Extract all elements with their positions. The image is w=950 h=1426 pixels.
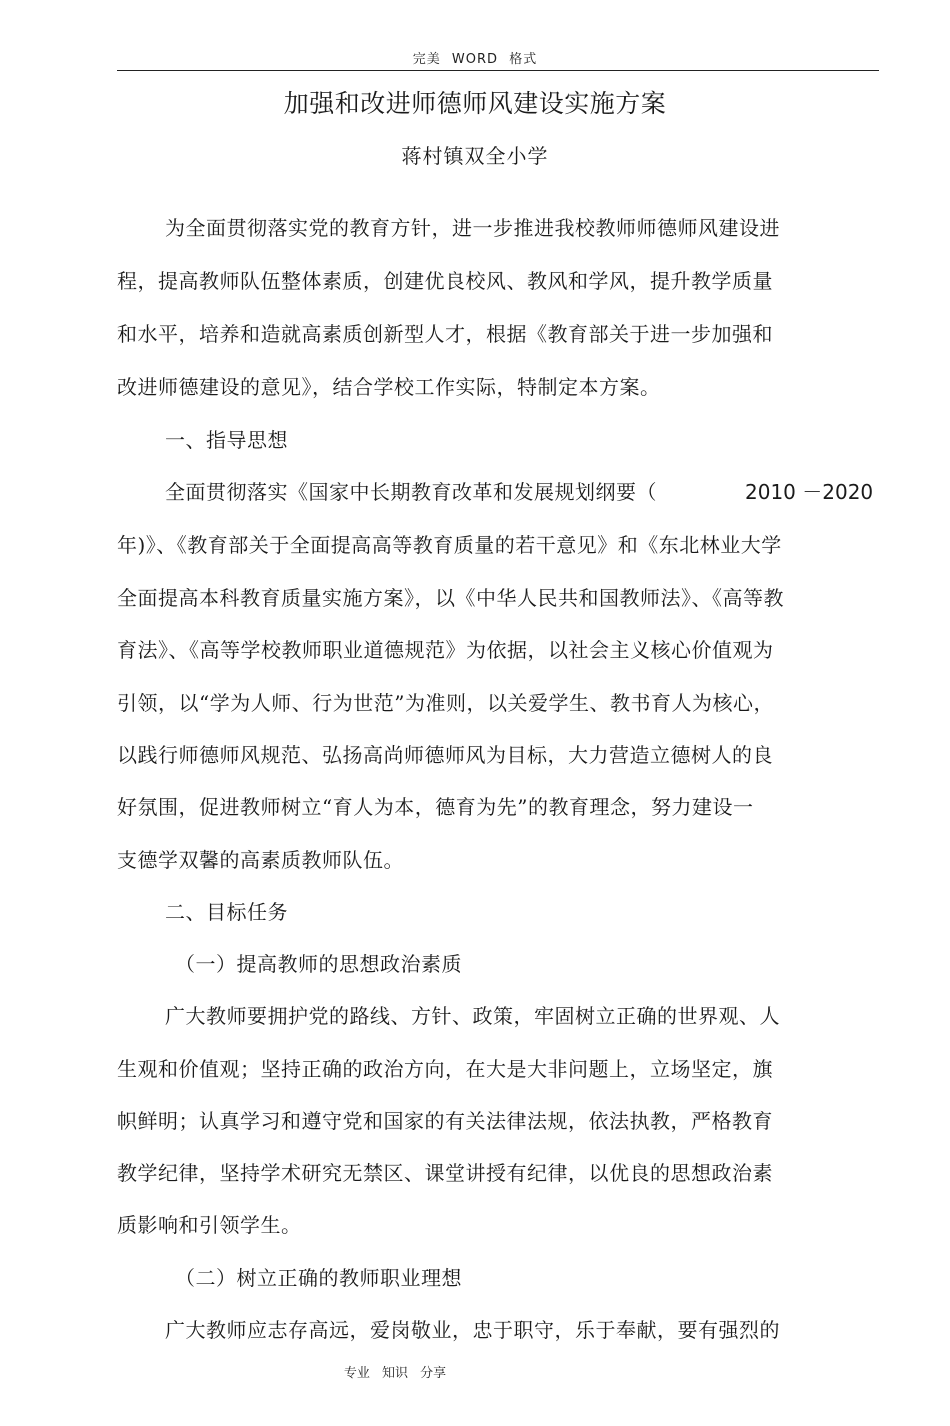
paragraph-line: 改进师德建设的意见》，结合学校工作实际，特制定本方案。 (117, 375, 661, 399)
header-divider (117, 70, 879, 71)
school-name: 蒋村镇双全小学 (401, 144, 549, 168)
paragraph-line: 育法》、《高等学校教师职业道德规范》为依据，以社会主义核心价值观为 (117, 638, 774, 662)
page-footer: 专业 知识 分享 (343, 1366, 447, 1381)
paragraph-line: 广大教师要拥护党的路线、方针、政策，牢固树立正确的世界观、人 (165, 1004, 780, 1028)
section-heading: 二、目标任务 (165, 900, 288, 924)
subsection-heading: （一）提高教师的思想政治素质 (175, 952, 462, 976)
paragraph-line: 年)》、《教育部关于全面提高高等教育质量的若干意见》和《东北林业大学 (117, 533, 782, 557)
subsection-heading: （二）树立正确的教师职业理想 (175, 1266, 462, 1290)
year-range: 2010 －2020 (745, 480, 874, 504)
paragraph-line: 生观和价值观；坚持正确的政治方向，在大是大非问题上，立场坚定，旗 (117, 1057, 773, 1081)
paragraph-line: 广大教师应志存高远，爱岗敬业，忠于职守，乐于奉献，要有强烈的 (165, 1318, 780, 1342)
paragraph-line: 为全面贯彻落实党的教育方针，进一步推进我校教师师德师风建设进 (165, 216, 780, 240)
paragraph-line: 好氛围，促进教师树立“育人为本，德育为先”的教育理念，努力建设一 (117, 795, 754, 819)
paragraph-line: 质影响和引领学生。 (117, 1213, 302, 1237)
section-heading: 一、指导思想 (165, 428, 288, 452)
document-title: 加强和改进师德师风建设实施方案 (283, 89, 667, 118)
paragraph-line: 和水平，培养和造就高素质创新型人才，根据《教育部关于进一步加强和 (117, 322, 773, 346)
page-header: 完美 WORD 格式 (412, 52, 538, 67)
paragraph-line: 程，提高教师队伍整体素质，创建优良校风、教风和学风，提升教学质量 (117, 269, 773, 293)
paragraph-line: 帜鲜明；认真学习和遵守党和国家的有关法律法规，依法执教，严格教育 (117, 1109, 773, 1133)
paragraph-line: 全面贯彻落实《国家中长期教育改革和发展规划纲要（ (165, 480, 657, 504)
paragraph-line: 教学纪律，坚持学术研究无禁区、课堂讲授有纪律，以优良的思想政治素 (117, 1161, 773, 1185)
paragraph-line: 全面提高本科教育质量实施方案》，以《中华人民共和国教师法》、《高等教 (117, 586, 784, 610)
paragraph-line: 支德学双馨的高素质教师队伍。 (117, 848, 404, 872)
paragraph-line: 以践行师德师风规范、弘扬高尚师德师风为目标，大力营造立德树人的良 (117, 743, 773, 767)
paragraph-line: 引领，以“学为人师、行为世范”为准则，以关爱学生、教书育人为核心， (117, 691, 774, 715)
